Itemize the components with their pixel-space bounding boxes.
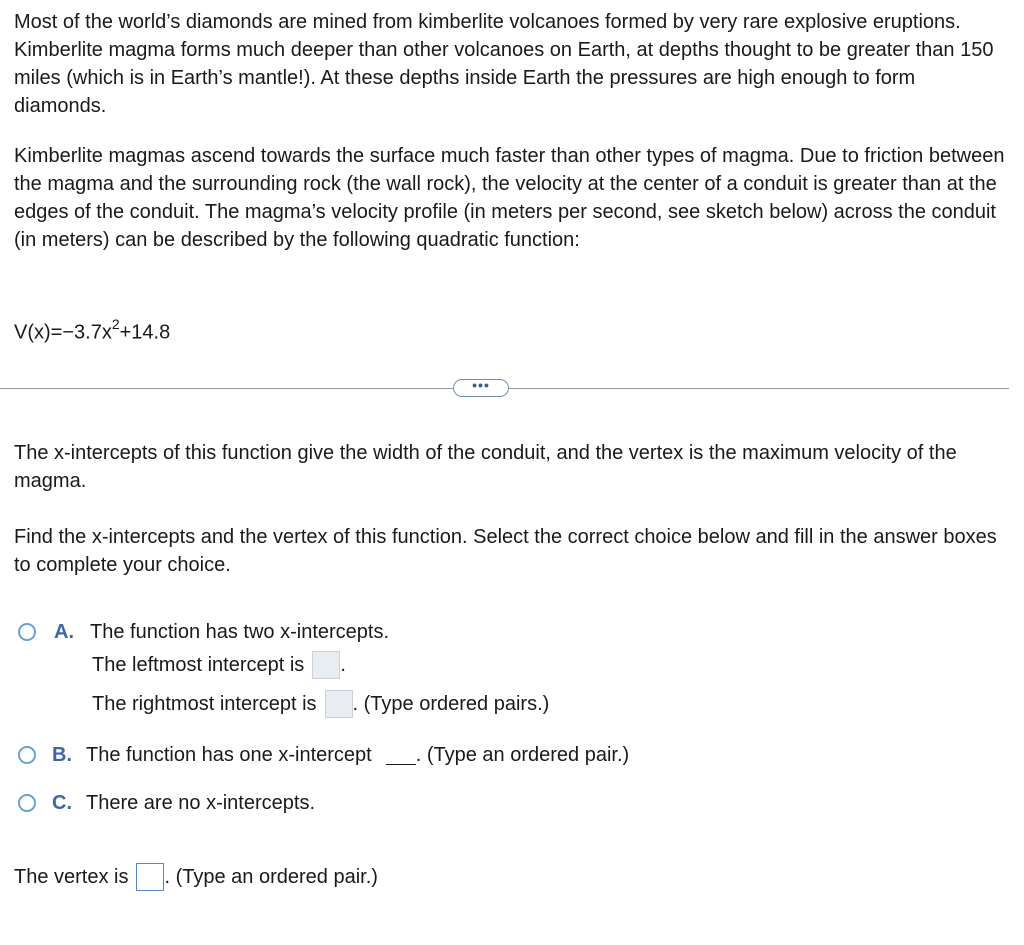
intro-paragraph-2: Kimberlite magmas ascend towards the surface much faster than other types of magma. Due to friction between the magma and the surrounding rock (the wall rock), the velocity at the center of a conduit is greater than at the edges of the conduit. The magma’s velocity profile (in meters per second, see sketch below) across the conduit (in meters) can be described by the following quadratic function: [14, 145, 1005, 251]
formula-suffix: +14.8 [119, 321, 171, 344]
choice-b-text: The function has one x-intercept [86, 743, 372, 766]
intro-paragraph-1: Most of the world’s diamonds are mined from kimberlite volcanoes formed by very rare explosive eruptions. Kimberlite magma forms much deeper than other volcanoes on Earth, at depths thought to be greater than 150 miles (which is in Earth’s mantle!). At these depths inside Earth the pressures are high enough to form diamonds. [14, 11, 994, 117]
vertex-suffix: . (Type an ordered pair.) [164, 865, 378, 888]
choice-c-letter: C. [52, 791, 72, 814]
vertex-label: The vertex is [14, 865, 129, 888]
formula-exponent: 2 [111, 316, 120, 332]
choice-a[interactable] [18, 618, 389, 646]
leftmost-intercept-suffix: . [340, 653, 346, 676]
choice-a-radio[interactable] [18, 623, 36, 641]
choice-c-radio[interactable] [18, 794, 36, 812]
single-intercept-suffix: . (Type an ordered pair.) [415, 743, 630, 766]
choice-a-letter: A. [54, 620, 74, 643]
leftmost-intercept-line [92, 651, 346, 679]
vertex-line [14, 862, 378, 892]
more-icon: ••• [472, 377, 490, 393]
leftmost-intercept-label: The leftmost intercept is [92, 653, 305, 676]
choice-c-text: There are no x-intercepts. [86, 791, 315, 814]
rightmost-intercept-suffix: . (Type ordered pairs.) [352, 692, 550, 715]
velocity-formula [14, 312, 170, 347]
single-intercept-input[interactable] [386, 746, 416, 765]
leftmost-intercept-input[interactable] [312, 651, 340, 679]
choice-b-letter: B. [52, 743, 72, 766]
expand-sketch-button[interactable] [453, 379, 509, 397]
choice-c[interactable] [18, 789, 315, 817]
rightmost-intercept-label: The rightmost intercept is [92, 692, 317, 715]
choice-a-text: The function has two x-intercepts. [90, 620, 390, 643]
question-paragraph-2: Find the x-intercepts and the vertex of this function. Select the correct choice below and fill in the answer boxes to complete your choice. [14, 526, 997, 576]
rightmost-intercept-input[interactable] [325, 690, 353, 718]
choice-b-radio[interactable] [18, 746, 36, 764]
formula-prefix: V(x)=−3.7x [14, 321, 112, 344]
rightmost-intercept-line [92, 690, 549, 718]
question-paragraph-1: The x-intercepts of this function give the width of the conduit, and the vertex is the maximum velocity of the magma. [14, 442, 957, 492]
vertex-input[interactable] [136, 863, 164, 891]
choice-b[interactable] [18, 741, 629, 769]
